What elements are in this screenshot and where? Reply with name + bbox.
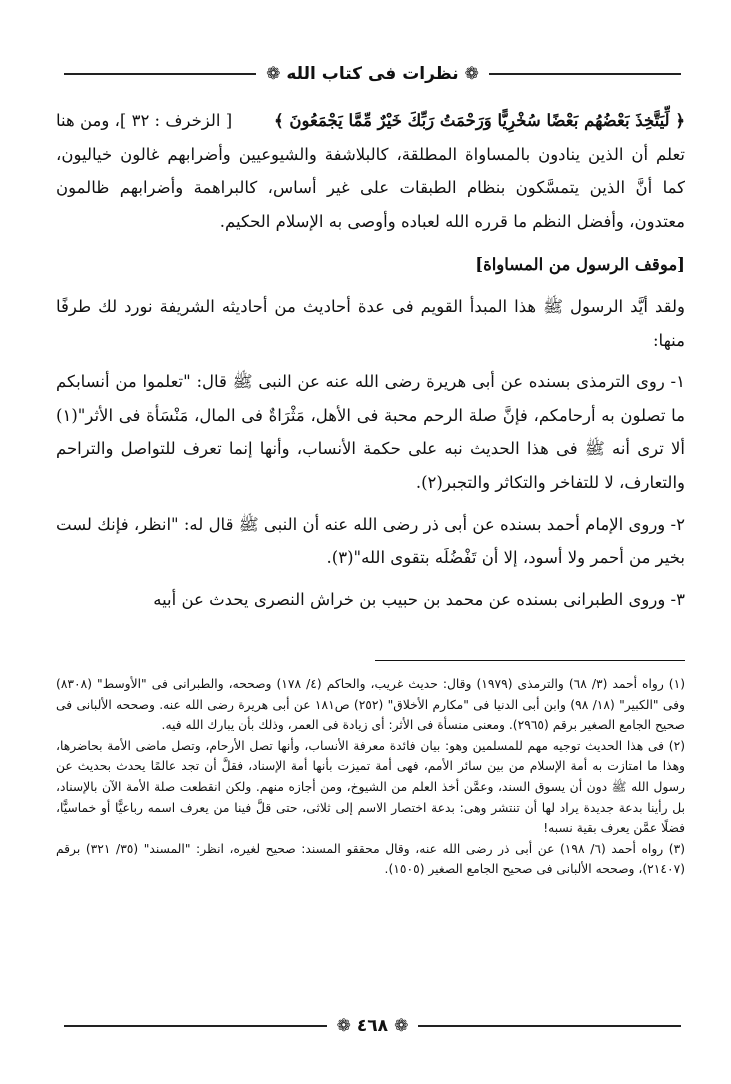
- page-number: ٤٦٨: [356, 1016, 389, 1036]
- header-rule-right: [489, 73, 681, 75]
- header-rule-left: [64, 73, 256, 75]
- quran-line: [56, 104, 685, 138]
- footer-rule-right: [418, 1025, 681, 1027]
- hadith-item-3: ٣- وروى الطبرانى بسنده عن محمد بن حبيب بن خراش النصرى يحدث عن أبيه: [153, 589, 685, 609]
- footnotes: [56, 674, 685, 880]
- main-text: [56, 104, 685, 616]
- footer-rule-left: [64, 1025, 327, 1027]
- section-heading: [موقف الرسول من المساواة]: [475, 255, 685, 275]
- flower-ornament-icon: ❁: [394, 1015, 409, 1036]
- page-footer: [64, 1012, 681, 1040]
- footer-center: [327, 1016, 419, 1036]
- flower-ornament-icon: ❁: [336, 1015, 351, 1036]
- quran-verse: ﴿ لِّيَتَّخِذَ بَعْضُهُم بَعْضًا سُخْرِيًّا وَرَحْمَتُ رَبِّكَ خَيْرٌ مِّمَّا يَجْمَعُونَ ﴾: [273, 111, 685, 130]
- header-title: نظرات فى كتاب الله: [286, 64, 459, 84]
- header-center: [256, 64, 489, 84]
- footnote-1: (١) رواه أحمد (٣/ ٦٨) والترمذى (١٩٧٩) وقال: حديث غريب، والحاكم (٤/ ١٧٨) وصححه، والطبرانى فى "الأوسط" (٨٣٠٨) وفى "الكبير" (١٨/ ٩٨) وابن أبى الدنيا فى "مكارم الأخلاق" (٢٥٢) ص١٨١ عن أبى هريرة رضى الله عنه. وصححه الألبانى فى صحيح الجامع الصغير برقم (٢٩٦٥). ومعنى منسأة فى الأثر: أى زيادة فى العمر، وذلك بأن يبارك الله فيه.: [56, 677, 686, 733]
- running-header: [64, 60, 681, 88]
- hadith-item-2: ٢- وروى الإمام أحمد بسنده عن أبى ذر رضى الله عنه أن النبى ﷺ قال له: "انظر، فإنك لست بخير من أحمر ولا أسود، إلا أن تَفْضُلَه بتقوى الله"(٣).: [56, 514, 685, 568]
- footnote-2: (٢) فى هذا الحديث توجيه مهم للمسلمين وهو: بيان فائدة معرفة الأنساب، وأنها تصل الأرحام، وتصل ماضى الأمة بحاضرها، وهذا ما امتازت به أمة الإسلام من بين سائر الأمم، فهى أمة تميزت بأنها أمة الإسناد، فقلَّ أن تجد عالمًا يحدث بحديث عن رسول الله ﷺ دون أن يسوق السند، وعمَّن أخذ العلم من الشيوخ، ومن أجازه منهم. ولكن انقطعت صلة الأمة الآن بالإسناد، بل رأينا بدعة جديدة يراد لها أن تنتشر وهى: بدعة اختصار الاسم إلى ثلاثى، حتى قلَّ فينا من يعرف اسمه رباعيًّا أو خماسيًّا، فضلًا عمَّن يعرف بقية نسبه!: [56, 738, 685, 836]
- flower-ornament-icon: ❁: [266, 63, 281, 84]
- quran-reference: [ الزخرف : ٣٢ ]، ومن هنا: [56, 111, 233, 130]
- flower-ornament-icon: ❁: [464, 63, 479, 84]
- hadith-item-1: ١- روى الترمذى بسنده عن أبى هريرة رضى الله عنه عن النبى ﷺ قال: "تعلموا من أنسابكم ما تصلون به أرحامكم، فإنَّ صلة الرحم محبة فى الأهل، مَثْرَاةٌ فى المال، مَنْسَأة فى الأثر"(١) ألا ترى أنه ﷺ فى هذا الحديث نبه على حكمة الأنساب، وأنها إنما تعرف للتواصل والتراحم والتعارف، لا للتفاخر والتكاثر والتجبر(٢).: [56, 372, 685, 492]
- paragraph-1: تعلم أن الذين ينادون بالمساواة المطلقة، كالبلاشفة والشيوعيين وأضرابهم غالون خياليون، كما أنَّ الذين يتمسَّكون بنظام الطبقات على غير أساس، كالبراهمة وأضرابهم ظالمون معتدون، وأفضل النظم ما قرره الله لعباده وأوصى به الإسلام الحكيم.: [56, 144, 686, 231]
- footnote-3: (٣) رواه أحمد (٦/ ١٩٨) عن أبى ذر رضى الله عنه، وقال محققو المسند: صحيح لغيره، انظر: "المسند" (٣٥/ ٣٢١) برقم (٢١٤٠٧)، وصححه الألبانى فى صحيح الجامع الصغير (١٥٠٥).: [56, 841, 685, 877]
- footnote-separator: [375, 660, 685, 661]
- paragraph-2: ولقد أيَّد الرسول ﷺ هذا المبدأ القويم فى عدة أحاديث من أحاديثه الشريفة نورد لك طرفًا منها:: [56, 296, 685, 350]
